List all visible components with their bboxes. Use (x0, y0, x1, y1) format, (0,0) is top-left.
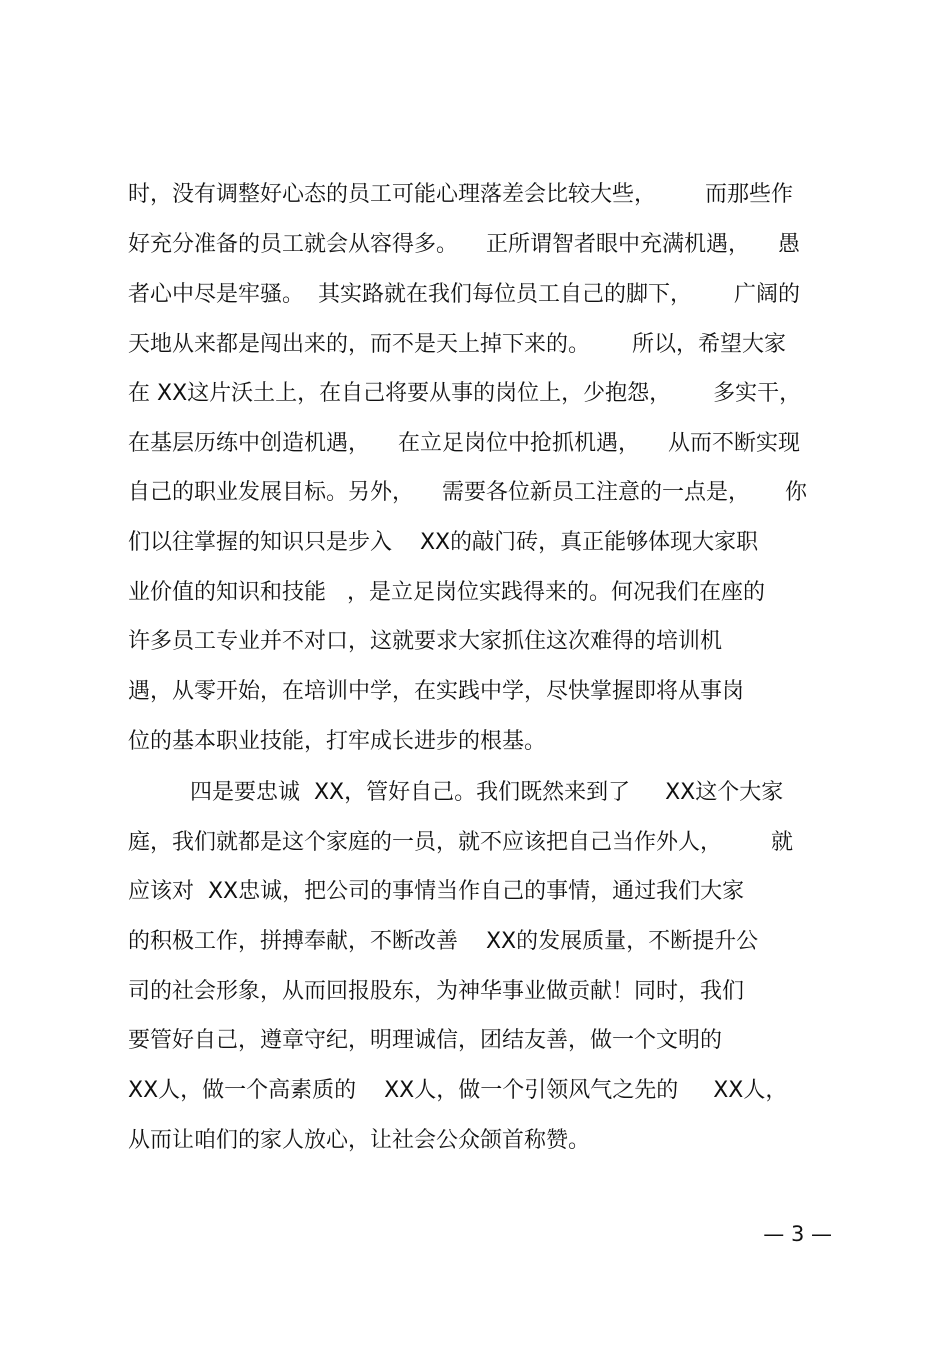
text-line: 好充分准备的员工就会从容得多。 正所谓智者眼中充满机遇， 愚 (128, 232, 800, 257)
text-line: XX人，做一个高素质的 XX人，做一个引领风气之先的 XX人， (128, 1078, 788, 1103)
text-line: 们以往掌握的知识只是步入 XX的敲门砖，真正能够体现大家职 (128, 530, 759, 555)
text-line: 时，没有调整好心态的员工可能心理落差会比较大些， 而那些作 (128, 182, 793, 207)
text-line: 许多员工专业并不对口，这就要求大家抓住这次难得的培训机 (128, 629, 723, 654)
text-line: 司的社会形象，从而回报股东，为神华事业做贡献！同时，我们 (128, 979, 745, 1004)
text-line: 者心中尽是牢骚。 其实路就在我们每位员工自己的脚下， 广阔的 (128, 282, 800, 307)
text-line: 在 XX这片沃土上，在自己将要从事的岗位上，少抱怨， 多实干， (128, 381, 802, 406)
text-line: 在基层历练中创造机遇， 在立足岗位中抢抓机遇， 从而不断实现 (128, 431, 800, 456)
text-line: 的积极工作，拼搏奉献，不断改善 XX的发展质量，不断提升公 (128, 929, 759, 954)
text-line: 自己的职业发展目标。另外， 需要各位新员工注意的一点是， 你 (128, 480, 807, 505)
text-line: 应该对 XX忠诚，把公司的事情当作自己的事情，通过我们大家 (128, 879, 745, 904)
text-line: 从而让咱们的家人放心，让社会公众颌首称赞。 (128, 1128, 591, 1153)
text-line: 庭，我们就都是这个家庭的一员，就不应该把自己当作外人， 就 (128, 830, 793, 855)
text-line: 业价值的知识和技能 ，是立足岗位实践得来的。何况我们在座的 (128, 580, 765, 605)
text-line: 要管好自己，遵章守纪，明理诚信，团结友善，做一个文明的 (128, 1028, 723, 1053)
paragraph-first-line: 四是要忠诚 XX，管好自己。我们既然来到了 XX这个大家 (190, 780, 784, 805)
text-line: 遇，从零开始，在培训中学，在实践中学，尽快掌握即将从事岗 (128, 679, 745, 704)
text-line: 位的基本职业技能，打牢成长进步的根基。 (128, 729, 547, 754)
page-number: — 3 — (763, 1222, 832, 1246)
text-line: 天地从来都是闯出来的，而不是天上掉下来的。 所以，希望大家 (128, 332, 786, 357)
